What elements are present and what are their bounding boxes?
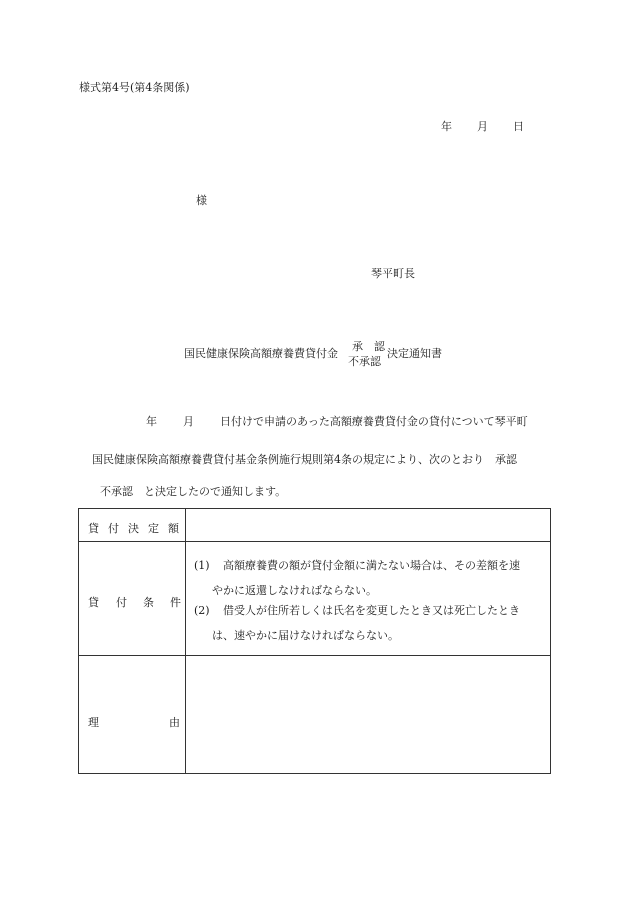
title-option-disapprove: 不承認 — [348, 355, 381, 368]
conditions-label-char: 付 — [116, 596, 127, 609]
approval-option-stack — [348, 339, 385, 369]
date-year-label: 年 — [441, 120, 452, 133]
form-number-label: 様式第4号(第4条関係) — [79, 81, 190, 94]
amount-label-char: 額 — [168, 522, 179, 535]
loan-details-table — [78, 508, 551, 774]
table-column-divider — [185, 509, 186, 773]
amount-label-char: 定 — [148, 522, 159, 535]
document-title-suffix: 決定通知書 — [387, 347, 442, 360]
body-line-3: 不承認 と決定したので通知します。 — [100, 485, 287, 498]
body-line-1-text: 日付けで申請のあった高額療養費貸付金の貸付について琴平町 — [220, 415, 528, 428]
amount-label-char: 決 — [128, 522, 139, 535]
condition-number: (2) — [194, 604, 210, 617]
addressee-honorific: 様 — [196, 194, 207, 207]
condition-text-line: 高額療養費の額が貸付金額に満たない場合は、その差額を速 — [223, 559, 520, 572]
date-month-label: 月 — [477, 120, 488, 133]
reason-label-char: 由 — [169, 716, 180, 729]
table-row-divider — [79, 655, 550, 656]
reason-label-char: 理 — [88, 716, 99, 729]
title-option-approve: 承 認 — [352, 340, 385, 353]
body-month-label: 月 — [183, 415, 194, 428]
condition-text-line: やかに返還しなければならない。 — [212, 584, 377, 597]
condition-number: (1) — [194, 559, 210, 572]
conditions-label-char: 条 — [143, 596, 154, 609]
condition-text-line: 借受人が住所若しくは氏名を変更したとき又は死亡したとき — [223, 604, 520, 617]
table-row-divider — [79, 541, 550, 542]
condition-text-line: は、速やかに届けなければならない。 — [212, 629, 399, 642]
document-title-prefix: 国民健康保険高額療養費貸付金 — [184, 347, 338, 360]
amount-label-char: 貸 — [88, 522, 99, 535]
conditions-label-char: 件 — [170, 596, 181, 609]
amount-label-char: 付 — [108, 522, 119, 535]
issuer-name: 琴平町長 — [371, 267, 415, 280]
body-year-label: 年 — [146, 415, 157, 428]
date-day-label: 日 — [513, 120, 524, 133]
body-line-2: 国民健康保険高額療養費貸付基金条例施行規則第4条の規定により、次のとおり 承認 — [92, 453, 517, 466]
conditions-label-char: 貸 — [88, 596, 99, 609]
